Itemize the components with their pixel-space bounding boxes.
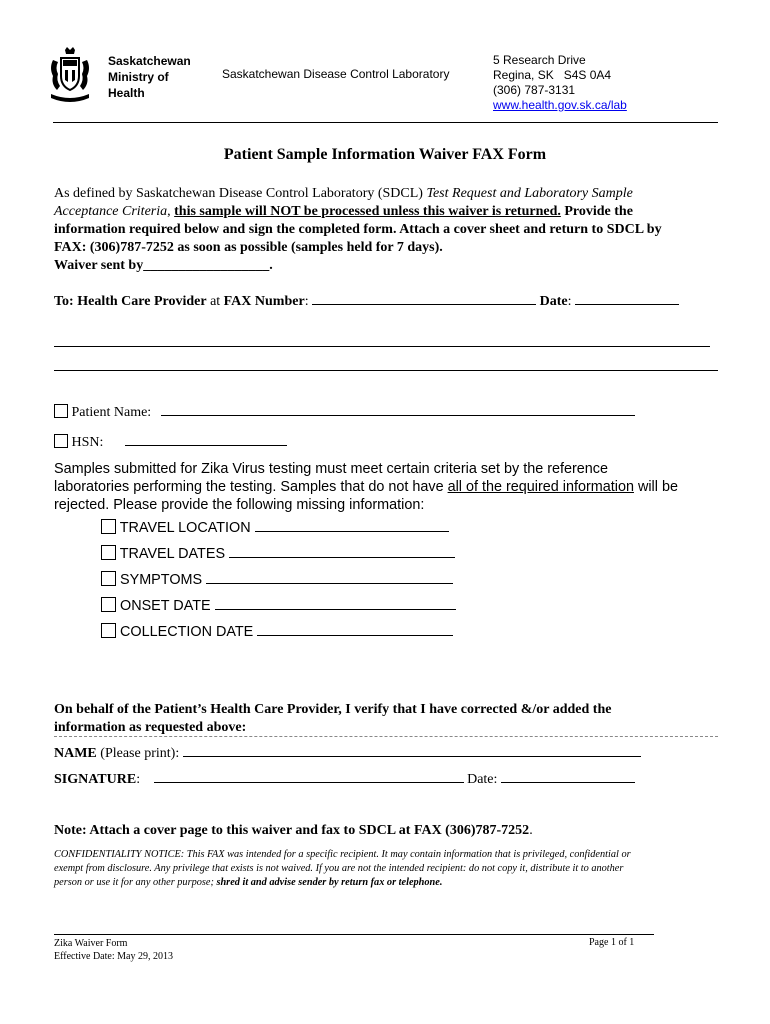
list-item: TRAVEL DATES <box>101 545 456 571</box>
symptoms-field[interactable] <box>206 582 453 584</box>
blank-line-2[interactable] <box>54 370 718 371</box>
website-link[interactable]: www.health.gov.sk.ca/lab <box>493 98 627 112</box>
date-field[interactable] <box>575 303 679 305</box>
intro-line-3: information required below and sign the completed form. Attach a cover sheet and return to SDCL by <box>54 222 662 237</box>
fax-number-field[interactable] <box>312 303 536 305</box>
onset-date-field[interactable] <box>215 608 456 610</box>
patient-name-checkbox[interactable] <box>54 404 68 418</box>
signature-field[interactable] <box>154 781 464 783</box>
fax-number-label: FAX Number <box>223 294 305 309</box>
blank-line-1[interactable] <box>54 346 710 347</box>
hsn-field[interactable] <box>125 444 287 446</box>
collection-date-checkbox[interactable] <box>101 623 116 638</box>
lab-name: Saskatchewan Disease Control Laboratory <box>222 67 450 81</box>
onset-date-checkbox[interactable] <box>101 597 116 612</box>
confidentiality-line-3: person or use it for any other purpose; shred it and advise sender by return fax or telephone. <box>54 877 443 888</box>
coat-of-arms-icon <box>47 46 93 104</box>
signature-row: SIGNATURE: Date: <box>54 772 635 788</box>
zika-line-3: rejected. Please provide the following missing information: <box>54 497 425 513</box>
confidentiality-line-2: exempt from disclosure. Any privilege that exists is not waived. If you are not the intended recipient: do not copy it, distribute it to another <box>54 863 624 874</box>
missing-info-list <box>101 519 456 649</box>
confidentiality-notice <box>54 848 631 890</box>
signature-date-label: Date: <box>467 772 498 787</box>
collection-date-field[interactable] <box>257 634 453 636</box>
footer-form-name: Zika Waiver Form <box>54 938 128 949</box>
hsn-label: HSN: <box>71 435 104 450</box>
ministry-name <box>108 53 191 101</box>
ministry-line-2: Ministry of <box>108 70 169 84</box>
patient-name-label: Patient Name: <box>71 405 152 420</box>
footer-page-number: Page 1 of 1 <box>589 937 635 948</box>
to-line: To: Health Care Provider at FAX Number: Date: <box>54 294 679 310</box>
signature-date-field[interactable] <box>501 781 635 783</box>
ministry-line-3: Health <box>108 86 145 100</box>
name-print-field[interactable] <box>183 755 641 757</box>
address-line-3: (306) 787-3131 <box>493 83 576 97</box>
list-item: ONSET DATE <box>101 597 456 623</box>
zika-line-1: Samples submitted for Zika Virus testing must meet certain criteria set by the reference <box>54 461 609 477</box>
name-print-row: NAME (Please print): <box>54 746 641 762</box>
footer-effective-date: Effective Date: May 29, 2013 <box>54 951 173 962</box>
verification-statement <box>54 701 611 737</box>
address-line-2: Regina, SK S4S 0A4 <box>493 68 612 82</box>
list-item: COLLECTION DATE <box>101 623 456 649</box>
intro-line-2: Acceptance Criteria, this sample will NOT be processed unless this waiver is returned. Provide the <box>54 204 633 219</box>
zika-line-2: laboratories performing the testing. Samples that do not have all of the required information will be <box>54 479 678 495</box>
list-item: TRAVEL LOCATION <box>101 519 456 545</box>
intro-line-4: FAX: (306)787-7252 as soon as possible (samples held for 7 days). <box>54 240 443 255</box>
intro-line-1: As defined by Saskatchewan Disease Control Laboratory (SDCL) Test Request and Laboratory Sample <box>54 186 633 201</box>
address-line-1: 5 Research Drive <box>493 53 586 67</box>
fax-note: Note: Attach a cover page to this waiver and fax to SDCL at FAX (306)787-7252. <box>54 823 533 838</box>
hsn-checkbox[interactable] <box>54 434 68 448</box>
to-provider-label: To: Health Care Provider <box>54 294 207 309</box>
name-label: NAME <box>54 746 97 761</box>
confidentiality-line-1: CONFIDENTIALITY NOTICE: This FAX was intended for a specific recipient. It may contain information that is privileged, confidential or <box>54 849 631 860</box>
ministry-line-1: Saskatchewan <box>108 54 191 68</box>
footer-divider <box>54 934 654 935</box>
patient-name-field[interactable] <box>161 414 635 416</box>
intro-paragraph <box>54 185 734 275</box>
lab-address <box>493 53 627 113</box>
hsn-row <box>54 434 287 451</box>
travel-location-field[interactable] <box>255 530 449 532</box>
verify-line-1: On behalf of the Patient’s Health Care Provider, I verify that I have corrected &/or added the <box>54 702 612 717</box>
waiver-sent-by: Waiver sent by__________________. <box>54 258 273 273</box>
verify-line-2: information as requested above: <box>54 720 247 735</box>
footer-left <box>54 937 173 963</box>
signature-label: SIGNATURE <box>54 772 137 787</box>
coat-of-arms-logo <box>47 46 93 104</box>
travel-dates-checkbox[interactable] <box>101 545 116 560</box>
zika-paragraph <box>54 460 678 514</box>
patient-name-row <box>54 404 635 421</box>
list-item: SYMPTOMS <box>101 571 456 597</box>
form-title: Patient Sample Information Waiver FAX Form <box>223 146 547 163</box>
travel-location-checkbox[interactable] <box>101 519 116 534</box>
verify-divider <box>54 736 718 737</box>
symptoms-checkbox[interactable] <box>101 571 116 586</box>
header-divider <box>53 122 718 123</box>
travel-dates-field[interactable] <box>229 556 455 558</box>
date-label: Date <box>539 294 568 309</box>
